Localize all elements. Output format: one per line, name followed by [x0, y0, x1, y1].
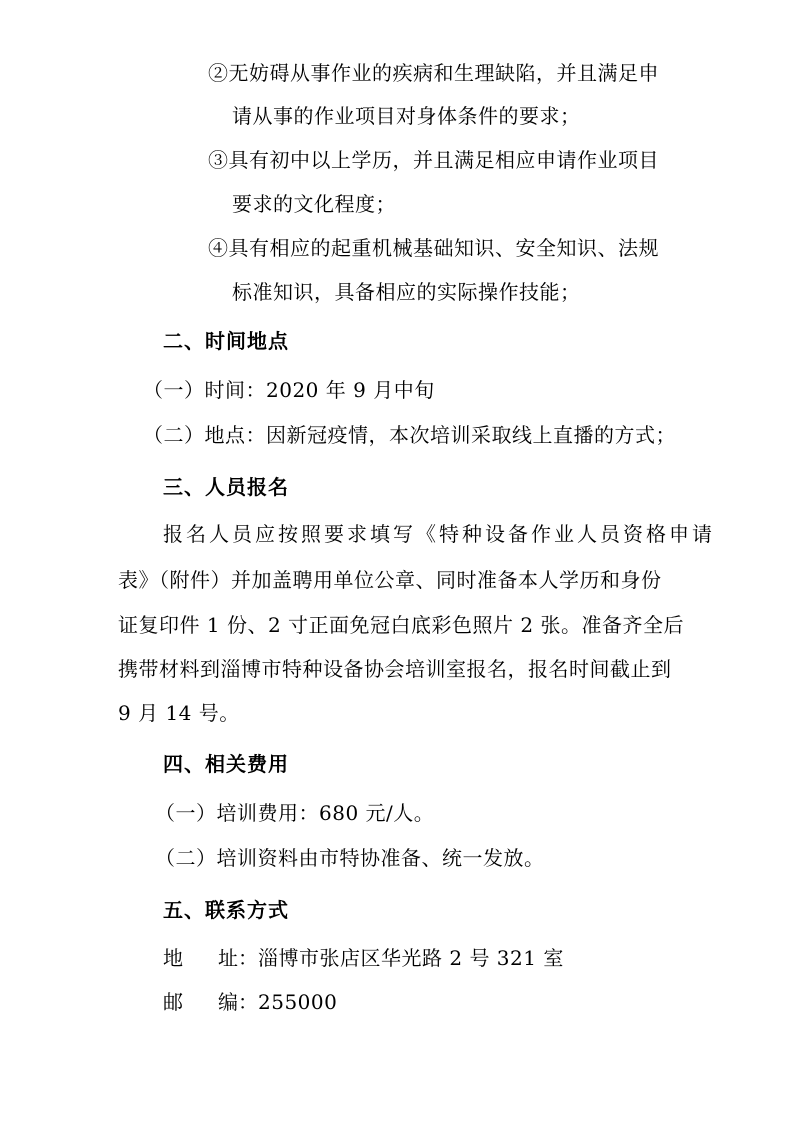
- section-3-paragraph-line-5: 9 月 14 号。: [118, 701, 240, 725]
- section-3-heading: 三、人员报名: [163, 475, 289, 499]
- requirement-2-line-1: ②无妨碍从事作业的疾病和生理缺陷，并且满足申: [208, 61, 659, 85]
- section-4-materials: （二）培训资料由市特协准备、统一发放。: [155, 846, 545, 870]
- postcode-value: 255000: [258, 990, 338, 1014]
- requirement-3-line-1: ③具有初中以上学历，并且满足相应申请作业项目: [208, 148, 659, 172]
- requirement-3-line-2: 要求的文化程度；: [232, 192, 396, 216]
- address-label-char-1: 地: [163, 946, 183, 970]
- section-2-heading: 二、时间地点: [163, 329, 289, 353]
- section-4-fee: （一）培训费用：680 元/人。: [155, 801, 435, 825]
- section-2-time: （一）时间：2020 年 9 月中旬: [143, 378, 435, 402]
- address-value: 淄博市张店区华光路 2 号 321 室: [258, 946, 564, 970]
- requirement-4-line-2: 标准知识，具备相应的实际操作技能；: [232, 280, 581, 304]
- address-label-char-2: 址：: [218, 946, 258, 970]
- section-3-paragraph-line-2: 表》（附件）并加盖聘用单位公章、同时准备本人学历和身份: [118, 568, 662, 592]
- section-3-paragraph-line-4: 携带材料到淄博市特种设备协会培训室报名，报名时间截止到: [118, 657, 672, 681]
- requirement-2-line-2: 请从事的作业项目对身体条件的要求；: [232, 104, 581, 128]
- section-3-paragraph-line-1: 报名人员应按照要求填写《特种设备作业人员资格申请: [163, 522, 715, 546]
- section-5-heading: 五、联系方式: [163, 898, 289, 922]
- postcode-label-char-2: 编：: [218, 990, 258, 1014]
- section-4-heading: 四、相关费用: [163, 752, 289, 776]
- section-3-paragraph-line-3: 证复印件 1 份、2 寸正面免冠白底彩色照片 2 张。准备齐全后: [118, 613, 684, 637]
- requirement-4-line-1: ④具有相应的起重机械基础知识、安全知识、法规: [208, 236, 659, 260]
- postcode-label-char-1: 邮: [163, 990, 183, 1014]
- section-2-place: （二）地点：因新冠疫情，本次培训采取线上直播的方式；: [143, 423, 676, 447]
